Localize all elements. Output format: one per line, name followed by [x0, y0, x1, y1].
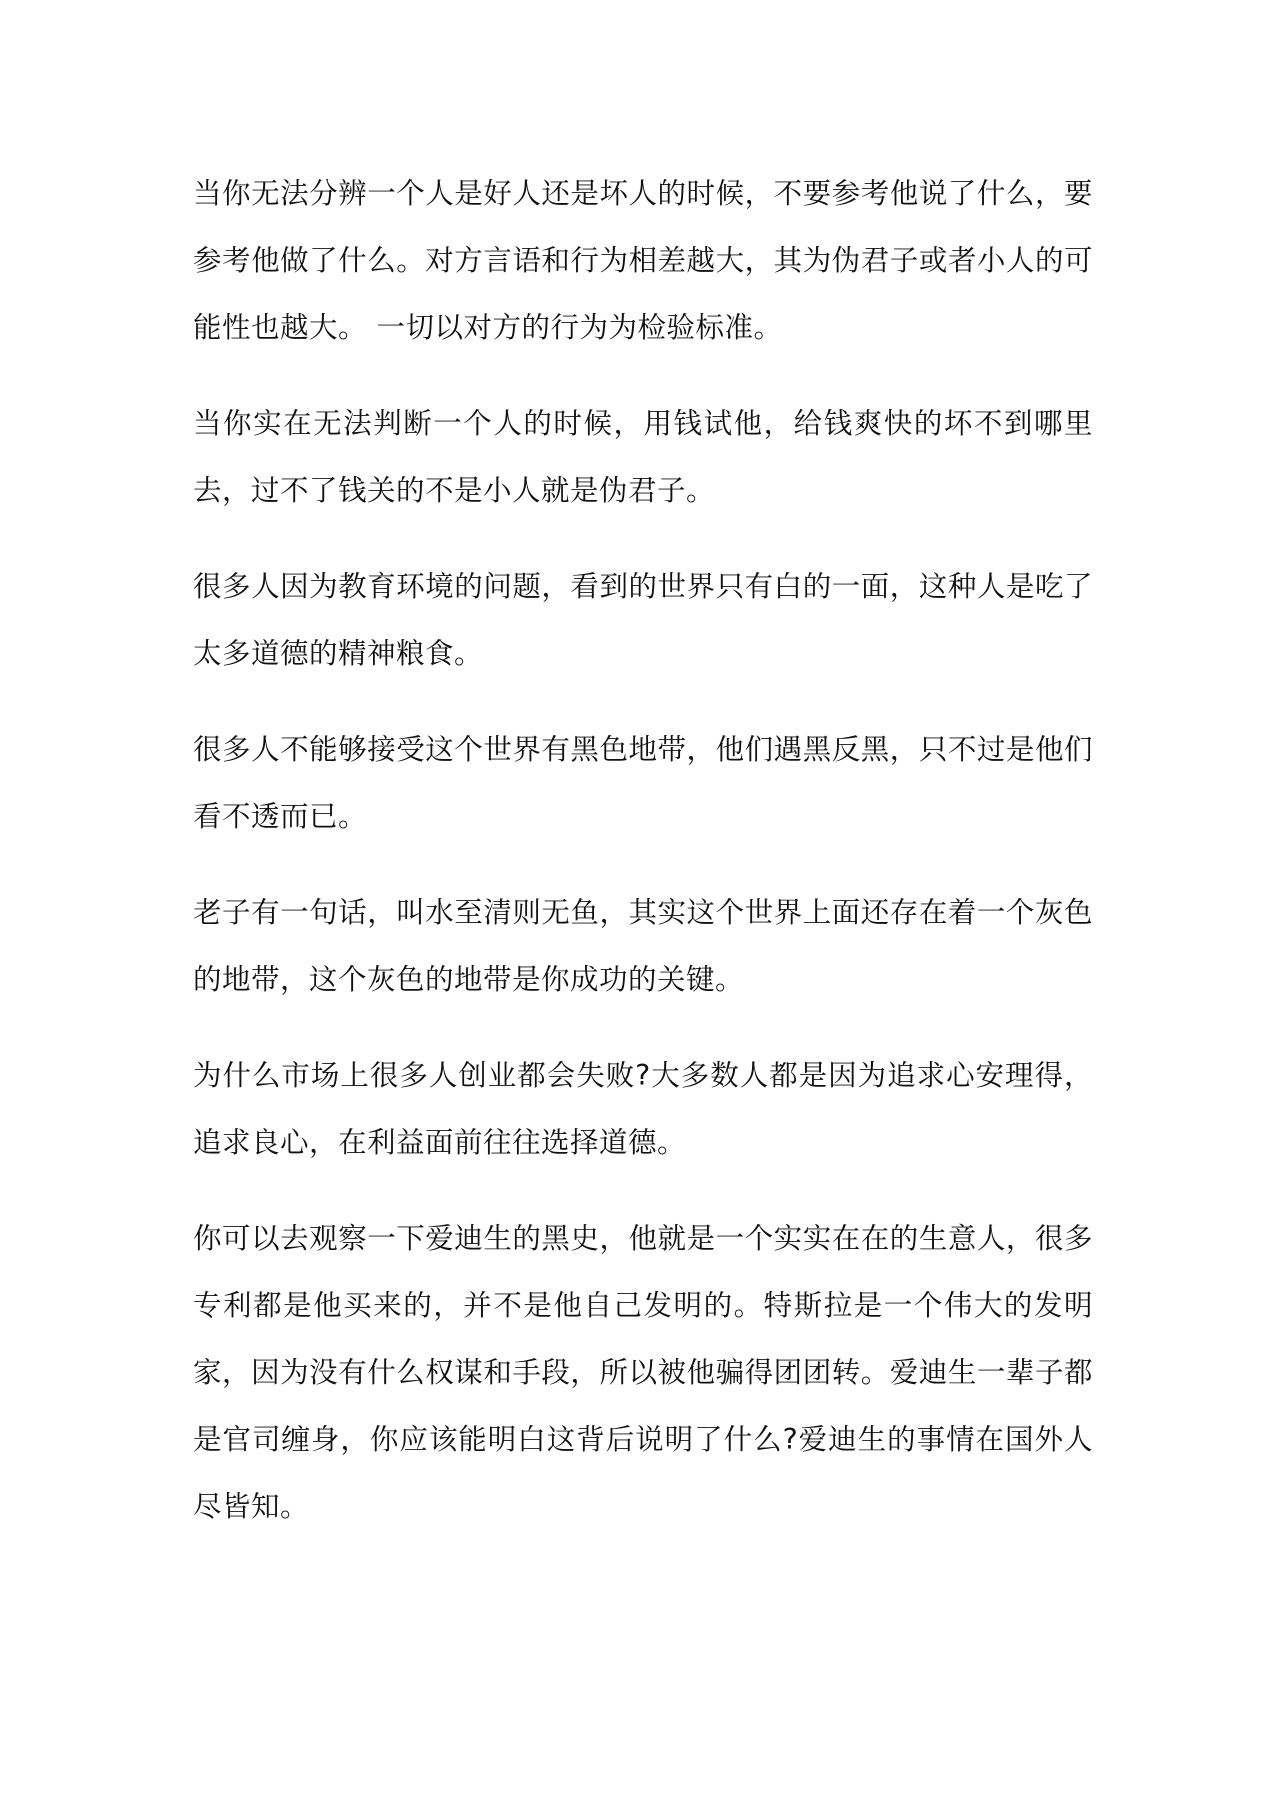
document-body [193, 160, 1093, 1569]
paragraph-5: 老子有一句话，叫水至清则无鱼，其实这个世界上面还存在着一个灰色的地带，这个灰色的地带是你成功的关键。 [193, 896, 1093, 996]
paragraph-1: 当你无法分辨一个人是好人还是坏人的时候，不要参考他说了什么，要参考他做了什么。对方言语和行为相差越大，其为伪君子或者小人的可能性也越大。 一切以对方的行为为检验标准。 [193, 177, 1093, 344]
paragraph-6: 为什么市场上很多人创业都会失败?大多数人都是因为追求心安理得，追求良心，在利益面前往往选择道德。 [193, 1059, 1093, 1159]
paragraph-7: 你可以去观察一下爱迪生的黑史，他就是一个实实在在的生意人，很多专利都是他买来的，并不是他自己发明的。特斯拉是一个伟大的发明家，因为没有什么权谋和手段，所以被他骗得团团转。爱迪生一辈子都是官司缠身，你应该能明白这背后说明了什么?爱迪生的事情在国外人尽皆知。 [193, 1222, 1093, 1523]
paragraph-4: 很多人不能够接受这个世界有黑色地带，他们遇黑反黑，只不过是他们看不透而已。 [193, 733, 1093, 833]
paragraph-3: 很多人因为教育环境的问题，看到的世界只有白的一面，这种人是吃了太多道德的精神粮食。 [193, 570, 1093, 670]
paragraph-2: 当你实在无法判断一个人的时候，用钱试他，给钱爽快的坏不到哪里去，过不了钱关的不是小人就是伪君子。 [193, 407, 1093, 507]
